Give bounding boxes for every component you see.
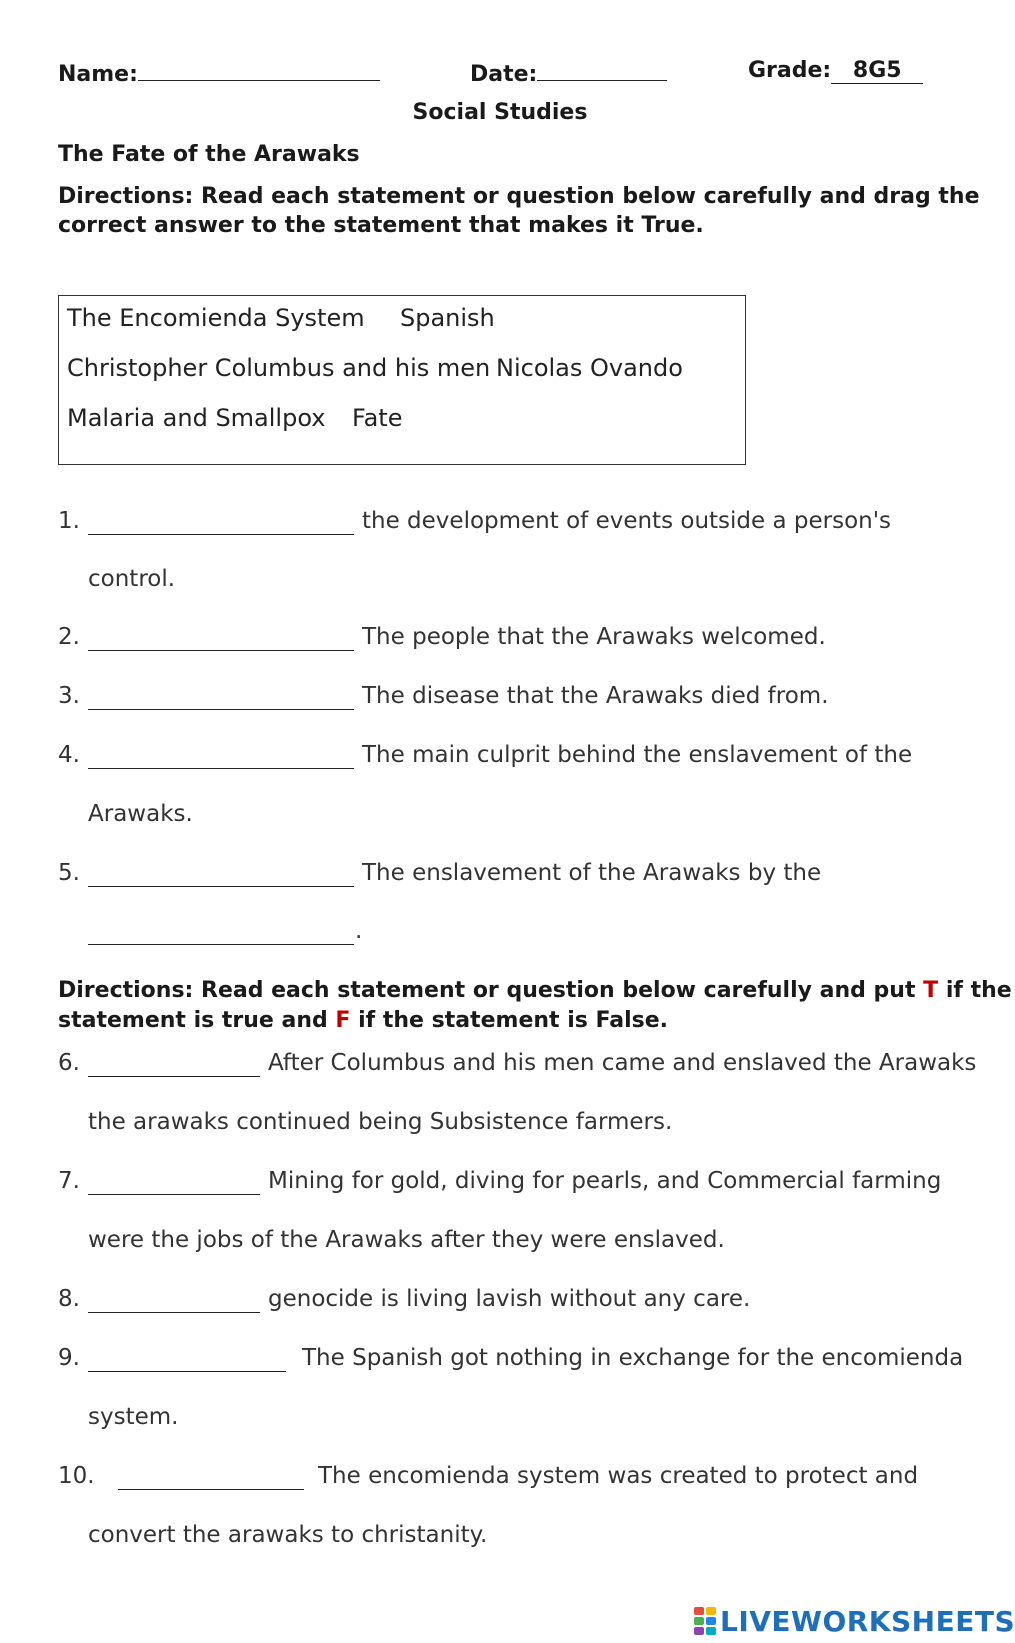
directions-2-line2 <box>58 1008 668 1033</box>
directions-2-text-b: if the <box>938 978 1012 1003</box>
question-number: 3. <box>58 683 80 709</box>
tf-blank-6[interactable] <box>88 1050 260 1077</box>
directions-1-line1: Directions: Read each statement or question below carefully and drag the <box>58 184 980 209</box>
question-number: 2. <box>58 624 80 650</box>
question-number: 1. <box>58 508 80 534</box>
worksheet-title: The Fate of the Arawaks <box>58 142 360 167</box>
bank-item-malaria[interactable]: Malaria and Smallpox <box>67 404 326 432</box>
question-9-text: The Spanish got nothing in exchange for the encomienda <box>302 1345 964 1371</box>
question-number: 10. <box>58 1463 95 1489</box>
bank-item-fate[interactable]: Fate <box>352 404 403 432</box>
question-6-text: After Columbus and his men came and enslaved the Arawaks <box>268 1050 977 1076</box>
liveworksheets-icon <box>694 1607 716 1635</box>
name-label: Name: <box>58 62 138 87</box>
grade-field <box>748 58 923 84</box>
directions-2-line1 <box>58 978 1012 1003</box>
question-10-text: The encomienda system was created to protect and <box>318 1463 919 1489</box>
answer-blank-4[interactable] <box>88 742 354 769</box>
question-7-text: Mining for gold, diving for pearls, and Commercial farming <box>268 1168 942 1194</box>
liveworksheets-wordmark: LIVEWORKSHEETS <box>720 1604 1015 1638</box>
grade-label: Grade: <box>748 58 832 83</box>
question-number: 6. <box>58 1050 80 1076</box>
tf-blank-8[interactable] <box>88 1286 260 1313</box>
question-7-text-cont: were the jobs of the Arawaks after they were enslaved. <box>88 1227 725 1253</box>
date-field <box>470 58 667 87</box>
grade-value: 8G5 <box>831 58 923 84</box>
bank-item-spanish[interactable]: Spanish <box>400 304 495 332</box>
bank-item-ovando[interactable]: Nicolas Ovando <box>496 354 683 382</box>
answer-blank-1[interactable] <box>88 508 354 535</box>
question-4-text-cont: Arawaks. <box>88 801 193 827</box>
question-3-text: The disease that the Arawaks died from. <box>362 683 829 709</box>
true-letter: T <box>923 978 939 1003</box>
false-letter: F <box>335 1008 351 1033</box>
question-number: 8. <box>58 1286 80 1312</box>
date-label: Date: <box>470 62 538 87</box>
answer-blank-2[interactable] <box>88 624 354 651</box>
tf-blank-10[interactable] <box>118 1463 304 1490</box>
question-1-text-cont: control. <box>88 566 176 592</box>
question-5-period: . <box>355 918 363 944</box>
directions-1-line2: correct answer to the statement that makes it True. <box>58 213 704 238</box>
answer-blank-5b[interactable] <box>88 918 354 945</box>
tf-blank-9[interactable] <box>88 1345 286 1372</box>
directions-2-text-d: if the statement is False. <box>350 1008 668 1033</box>
liveworksheets-logo <box>694 1605 1015 1637</box>
directions-2-text-a: Directions: Read each statement or question below carefully and put <box>58 978 924 1003</box>
question-10-text-cont: convert the arawaks to christanity. <box>88 1522 488 1548</box>
answer-blank-3[interactable] <box>88 683 354 710</box>
subject-title: Social Studies <box>412 100 588 125</box>
question-2-text: The people that the Arawaks welcomed. <box>362 624 826 650</box>
directions-2-text-c: statement is true and <box>58 1008 336 1033</box>
question-number: 4. <box>58 742 80 768</box>
question-8-text: genocide is living lavish without any care. <box>268 1286 751 1312</box>
question-5-text: The enslavement of the Arawaks by the <box>362 860 822 886</box>
tf-blank-7[interactable] <box>88 1168 260 1195</box>
name-blank[interactable] <box>138 58 380 81</box>
question-number: 9. <box>58 1345 80 1371</box>
question-9-text-cont: system. <box>88 1404 179 1430</box>
question-6-text-cont: the arawaks continued being Subsistence farmers. <box>88 1109 673 1135</box>
bank-item-columbus[interactable]: Christopher Columbus and his men <box>67 354 491 382</box>
question-number: 7. <box>58 1168 80 1194</box>
question-4-text: The main culprit behind the enslavement of the <box>362 742 913 768</box>
question-number: 5. <box>58 860 80 886</box>
question-1-text: the development of events outside a person's <box>362 508 892 534</box>
name-field <box>58 58 380 87</box>
date-blank[interactable] <box>537 58 667 81</box>
bank-item-encomienda[interactable]: The Encomienda System <box>67 304 365 332</box>
answer-blank-5a[interactable] <box>88 860 354 887</box>
